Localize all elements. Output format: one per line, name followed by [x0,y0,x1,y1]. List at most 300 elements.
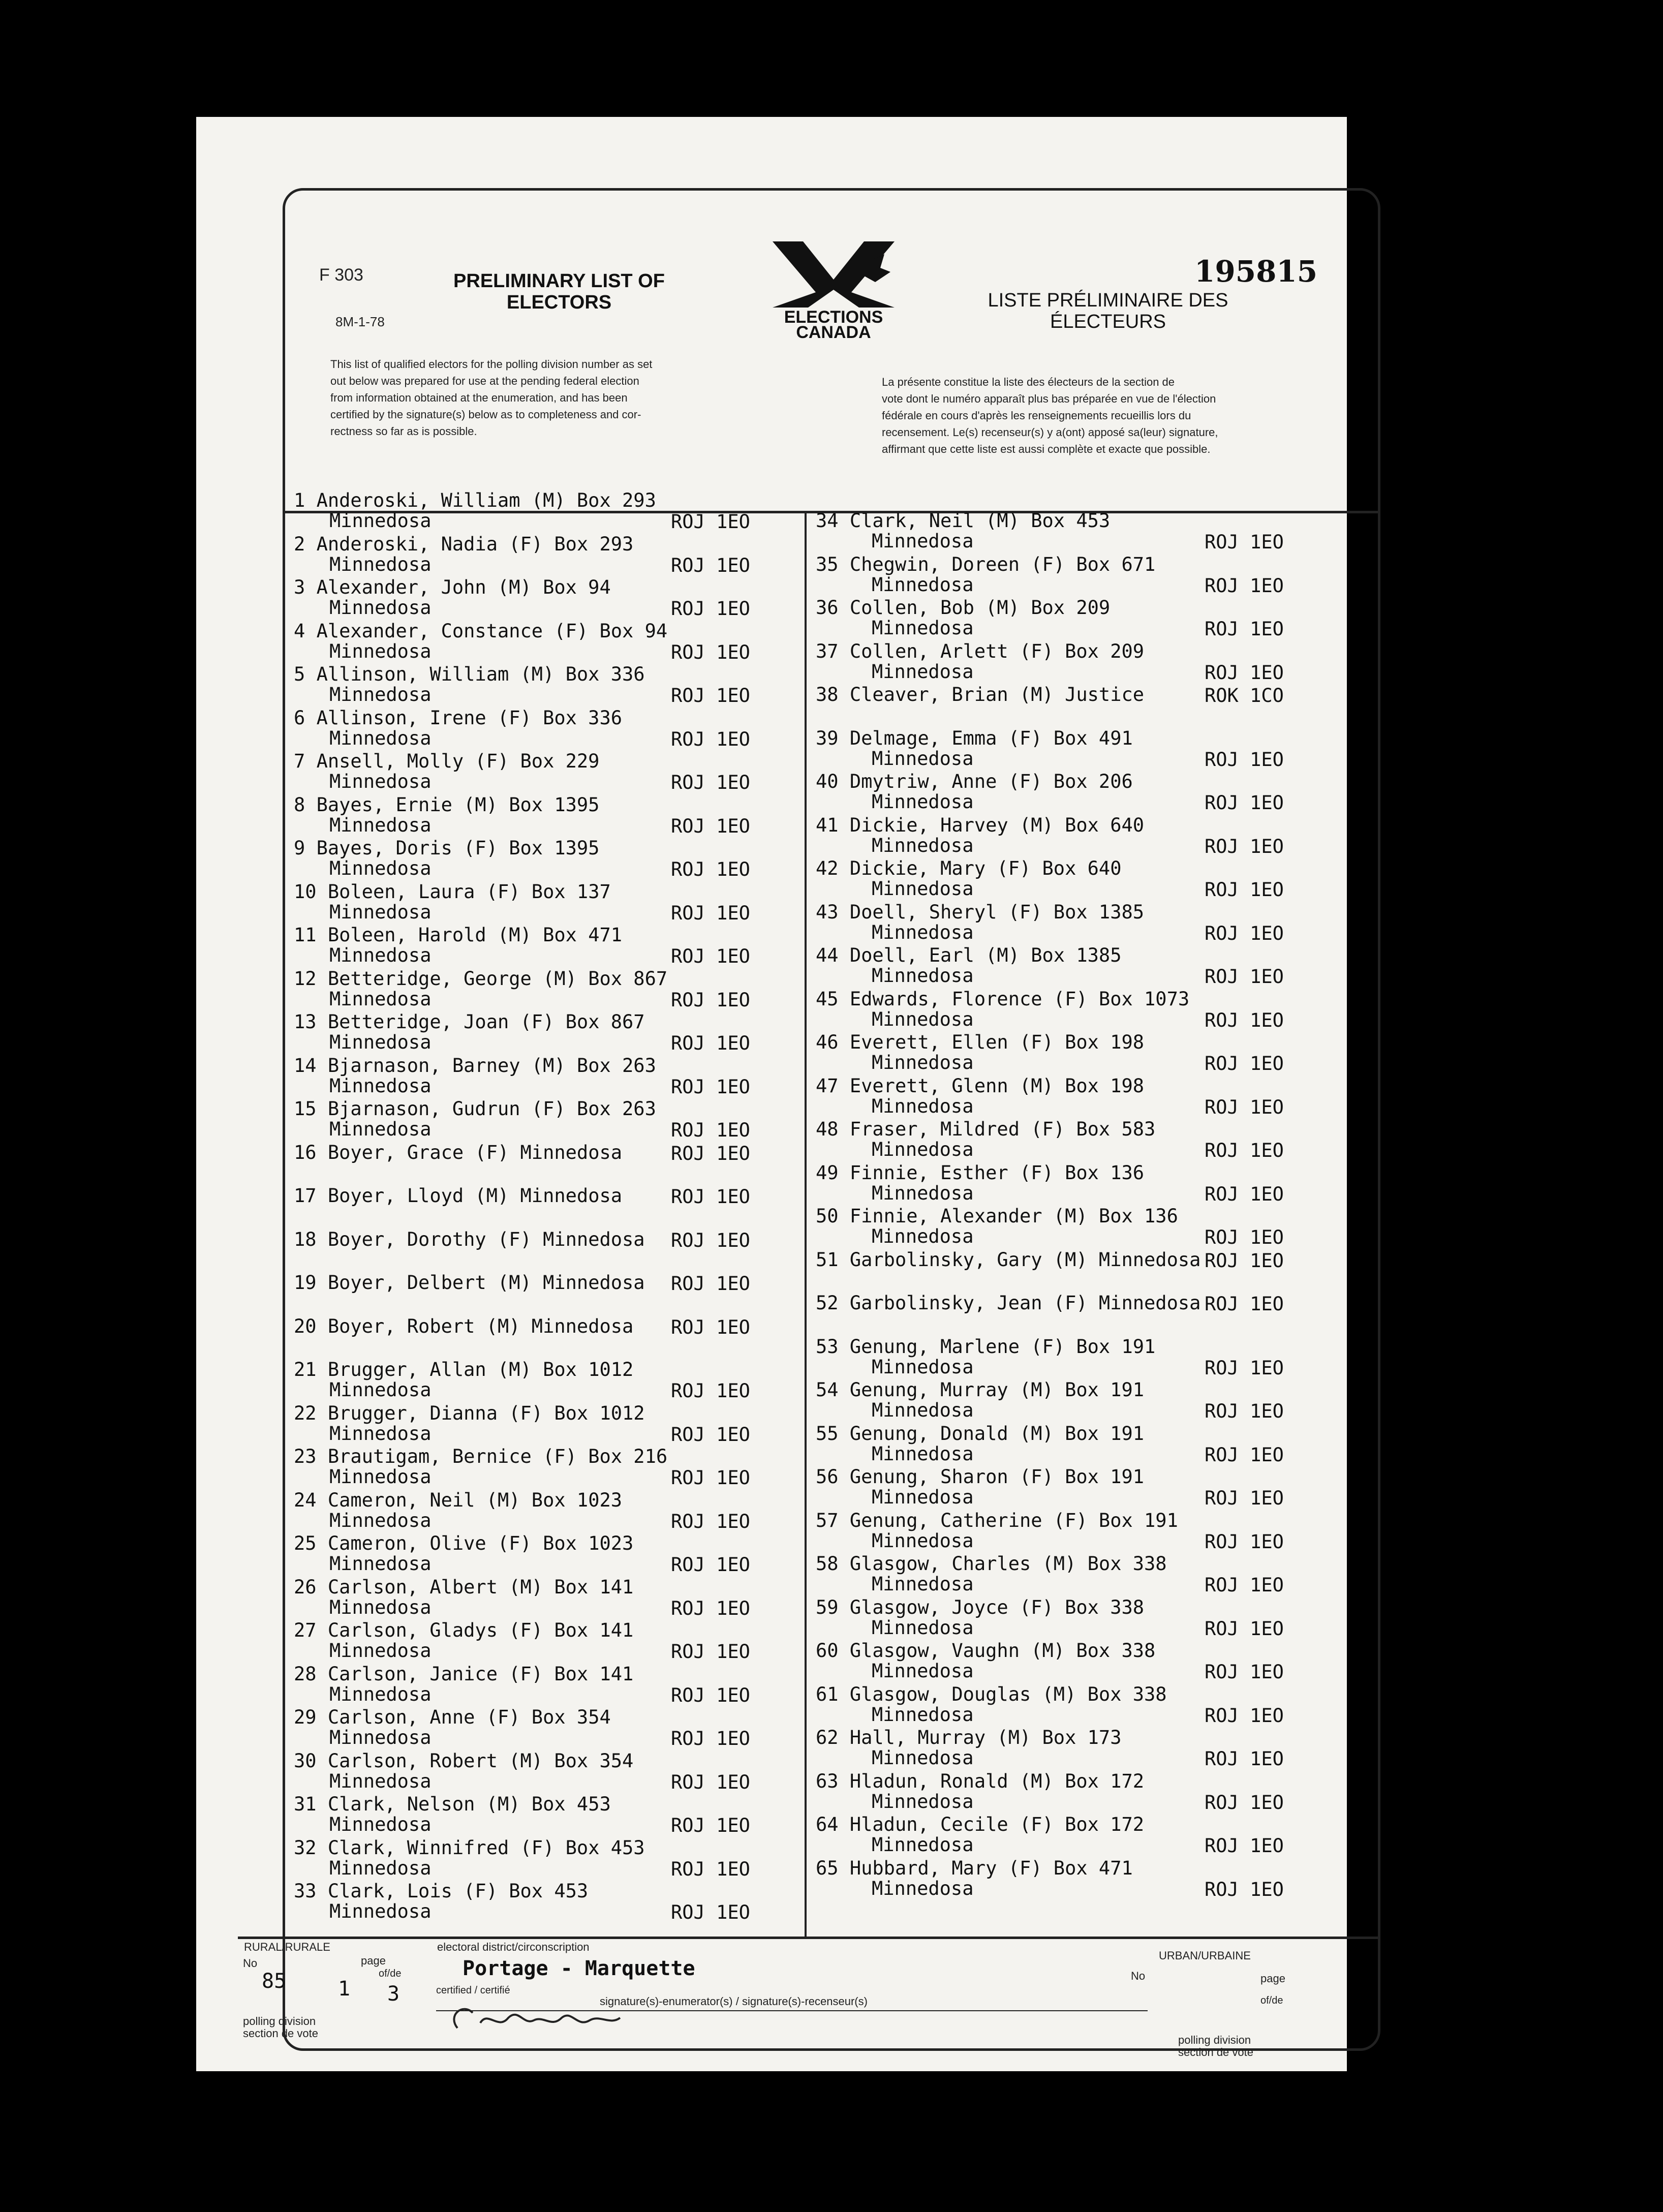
of-label-right: of/de [1260,1995,1283,2006]
elector-number: 44 [816,944,839,966]
elector-number: 19 [294,1272,317,1294]
elector-number: 27 [294,1619,317,1641]
elector-town: Minnedosa [872,1529,974,1552]
elector-name: Boyer, Delbert (M) Minnedosa [327,1272,645,1294]
elector-name: Cameron, Neil (M) Box 1023 [327,1489,623,1511]
elector-town: Minnedosa [872,1877,974,1899]
postal-code: ROJ 1EO [1205,1835,1284,1857]
elector-name: Brugger, Dianna (F) Box 1012 [327,1402,645,1424]
elector-entry [816,1248,1284,1272]
elector-name: Anderoski, Nadia (F) Box 293 [316,533,634,555]
elector-entry [294,620,750,663]
elector-name: Garbolinsky, Gary (M) Minnedosa [849,1248,1201,1271]
signature-label: signature(s)-enumerator(s) / signature(s)-recenseur(s) [600,1995,868,2008]
elector-name: Fraser, Mildred (F) Box 583 [849,1118,1156,1140]
elector-entry [816,1031,1284,1074]
elector-town: Minnedosa [872,791,974,813]
elector-name: Hladun, Ronald (M) Box 172 [849,1770,1145,1792]
elector-entry [816,1466,1284,1509]
postal-code: ROJ 1EO [1205,1400,1284,1422]
elector-number: 23 [294,1446,317,1467]
postal-code: ROJ 1EO [671,989,750,1011]
elector-number: 60 [816,1640,839,1662]
elector-entry [816,771,1284,814]
electoral-district: Portage - Marquette [463,1957,695,1980]
elector-name: Boyer, Dorothy (F) Minnedosa [327,1228,645,1250]
elector-town: Minnedosa [329,1596,432,1618]
elector-name: Everett, Ellen (F) Box 198 [849,1031,1145,1053]
elector-entry [816,1640,1284,1683]
postal-code: ROJ 1EO [671,1858,750,1880]
page-total: 3 [387,1982,400,2006]
elector-number: 17 [294,1185,317,1207]
postal-code: ROJ 1EO [1205,1226,1284,1248]
postal-code: ROJ 1EO [1205,531,1284,553]
elector-entry [816,553,1284,597]
postal-code: ROJ 1EO [671,728,750,750]
elector-name: Alexander, Constance (F) Box 94 [316,620,668,642]
logo-text-line1: ELECTIONS [784,308,883,327]
title-french: LISTE PRÉLIMINAIRE DES ÉLECTEURS [988,290,1228,332]
postal-code: ROJ 1EO [671,858,750,880]
elector-town: Minnedosa [872,1052,974,1073]
elector-number: 20 [294,1315,317,1337]
postal-code: ROJ 1EO [671,1554,750,1576]
elector-number: 11 [294,924,317,946]
elector-number: 58 [816,1553,839,1575]
elector-name: Chegwin, Doreen (F) Box 671 [849,553,1156,575]
postal-code: ROJ 1EO [1205,1530,1284,1553]
elector-number: 8 [294,793,305,816]
elector-number: 12 [294,967,317,990]
elector-town: Minnedosa [872,834,974,856]
elector-entry [294,1054,750,1098]
elector-name: Bayes, Ernie (M) Box 1395 [316,793,600,816]
elector-entry [816,1118,1284,1161]
elector-name: Garbolinsky, Jean (F) Minnedosa [849,1292,1201,1314]
postal-code: ROJ 1EO [1205,1661,1284,1683]
elector-town: Minnedosa [329,1031,432,1053]
elector-town: Minnedosa [329,1379,432,1401]
elector-town: Minnedosa [872,965,974,987]
postal-code: ROJ 1EO [1205,618,1284,640]
elector-name: Dickie, Harvey (M) Box 640 [849,814,1145,836]
elector-name: Hall, Murray (M) Box 173 [849,1727,1122,1748]
elector-entry [294,1663,750,1706]
elector-entry [816,1553,1284,1596]
footer-divider [238,1937,1380,1939]
elector-number: 6 [294,706,305,729]
elector-name: Brautigam, Bernice (F) Box 216 [327,1446,668,1467]
elector-entry [816,1727,1284,1770]
postal-code: ROJ 1EO [671,598,750,620]
elector-name: Boleen, Laura (F) Box 137 [327,880,611,903]
elector-name: Doell, Earl (M) Box 1385 [849,944,1122,966]
postal-code: ROJ 1EO [1205,879,1284,901]
elector-number: 51 [816,1248,839,1271]
elector-entry [294,1532,750,1576]
elector-entry [816,1596,1284,1640]
elector-entry [816,1770,1284,1814]
postal-code: ROJ 1EO [671,1229,750,1251]
elections-canada-logo [757,236,910,343]
elector-entry [294,1576,750,1619]
elector-town: Minnedosa [872,921,974,943]
elector-entry [816,597,1284,640]
postal-code: ROJ 1EO [1205,661,1284,684]
elector-entry [816,1335,1284,1379]
postal-code: ROJ 1EO [671,1380,750,1402]
enumerator-signature [442,2000,635,2041]
elector-name: Clark, Lois (F) Box 453 [327,1880,589,1902]
elector-name: Clark, Winnifred (F) Box 453 [327,1836,645,1859]
elector-number: 5 [294,663,305,685]
elector-town: Minnedosa [329,1466,432,1488]
elector-number: 29 [294,1706,317,1728]
elector-entry [294,1185,750,1208]
elector-entry [294,880,750,924]
elector-town: Minnedosa [329,1900,432,1922]
postal-code: ROJ 1EO [671,1728,750,1749]
postal-code: ROJ 1EO [1205,1096,1284,1118]
postal-code: ROJ 1EO [671,1684,750,1706]
elector-entry [816,727,1284,771]
elector-name: Carlson, Janice (F) Box 141 [327,1663,634,1685]
elector-entry [816,1292,1284,1315]
urban-label: URBAN/URBAINE [1159,1949,1251,1962]
postal-code: ROJ 1EO [1205,1704,1284,1727]
postal-code: ROJ 1EO [671,685,750,706]
elector-number: 7 [294,750,305,772]
elector-name: Dmytriw, Anne (F) Box 206 [849,771,1133,792]
elector-number: 61 [816,1683,839,1705]
elector-town: Minnedosa [329,901,432,923]
elector-name: Glasgow, Vaughn (M) Box 338 [849,1640,1156,1662]
elector-number: 59 [816,1596,839,1618]
elector-entry [294,1141,750,1164]
postal-code: ROJ 1EO [671,1901,750,1923]
postal-code: ROJ 1EO [671,1119,750,1141]
elector-name: Bayes, Doris (F) Box 1395 [316,837,600,859]
elector-town: Minnedosa [872,530,974,552]
postal-code: ROJ 1EO [1205,1249,1284,1272]
elector-entry [294,793,750,837]
form-code: F 303 [319,265,363,285]
postal-code: ROJ 1EO [1205,1617,1284,1640]
elector-town: Minnedosa [329,553,432,575]
postal-code: ROJ 1EO [671,511,750,533]
elector-town: Minnedosa [872,1139,974,1160]
postal-code: ROJ 1EO [671,1273,750,1295]
elector-town: Minnedosa [872,660,974,683]
elector-town: Minnedosa [872,1573,974,1595]
elector-name: Everett, Glenn (M) Box 198 [849,1074,1145,1097]
elector-town: Minnedosa [329,771,432,792]
elector-entry [294,1402,750,1446]
elector-entry [816,1857,1284,1900]
elector-number: 24 [294,1489,317,1511]
elector-number: 54 [816,1379,839,1401]
elector-town: Minnedosa [329,988,432,1010]
elector-town: Minnedosa [872,1095,974,1117]
elector-entry [294,663,750,706]
postal-code: ROJ 1EO [671,945,750,967]
elector-name: Bjarnason, Gudrun (F) Box 263 [327,1098,656,1120]
elector-name: Betteridge, Joan (F) Box 867 [327,1011,645,1033]
elector-town: Minnedosa [329,944,432,966]
postal-code: ROJ 1EO [1205,966,1284,988]
elector-entry [816,944,1284,988]
elector-name: Carlson, Gladys (F) Box 141 [327,1619,634,1641]
postal-code: ROJ 1EO [671,815,750,837]
elector-number: 34 [816,510,839,532]
elector-number: 65 [816,1857,839,1879]
elector-entry [294,1315,750,1338]
postal-code: ROJ 1EO [1205,922,1284,944]
elector-town: Minnedosa [872,1790,974,1812]
elector-number: 45 [816,988,839,1010]
form-date: 8M-1-78 [335,314,385,329]
postal-code: ROJ 1EO [1205,1053,1284,1074]
postal-code: ROJ 1EO [671,1316,750,1338]
elector-name: Finnie, Esther (F) Box 136 [849,1161,1145,1184]
elector-name: Allinson, Irene (F) Box 336 [316,706,623,729]
elector-name: Cameron, Olive (F) Box 1023 [327,1532,634,1554]
elector-name: Carlson, Anne (F) Box 354 [327,1706,611,1728]
title-english: PRELIMINARY LIST OF ELECTORS [453,270,665,313]
elector-town: Minnedosa [872,1747,974,1769]
elector-name: Ansell, Molly (F) Box 229 [316,750,600,772]
postal-code: ROJ 1EO [671,1815,750,1836]
elector-name: Edwards, Florence (F) Box 1073 [849,988,1190,1010]
elector-entry [816,857,1284,901]
elector-number: 16 [294,1141,317,1163]
elector-number: 2 [294,533,305,555]
elector-name: Collen, Arlett (F) Box 209 [849,640,1145,662]
elector-number: 26 [294,1576,317,1598]
elector-town: Minnedosa [329,1857,432,1879]
elector-entry [816,1161,1284,1205]
postal-code: ROJ 1EO [1205,1009,1284,1031]
elector-number: 48 [816,1118,839,1140]
elector-entry [294,1793,750,1836]
elector-entry [294,1272,750,1295]
certified-label: certified / certifié [436,1985,510,1996]
elector-name: Boyer, Grace (F) Minnedosa [327,1141,623,1163]
elector-number: 9 [294,837,305,859]
elector-entry [816,814,1284,857]
elector-number: 35 [816,553,839,575]
elector-entry [816,1814,1284,1857]
elector-town: Minnedosa [329,1553,432,1575]
elector-number: 33 [294,1880,317,1902]
serial-number: 195815 [1194,254,1318,289]
postal-code: ROJ 1EO [1205,1140,1284,1161]
elector-number: 22 [294,1402,317,1424]
elector-entry [294,706,750,750]
elector-town: Minnedosa [872,1660,974,1682]
elector-number: 41 [816,814,839,836]
postal-code: ROJ 1EO [1205,1357,1284,1379]
elector-number: 39 [816,727,839,749]
elector-name: Hubbard, Mary (F) Box 471 [849,1857,1133,1879]
elector-town: Minnedosa [329,684,432,705]
elector-town: Minnedosa [872,617,974,639]
elector-town: Minnedosa [329,1118,432,1140]
elector-number: 32 [294,1836,317,1859]
elector-name: Genung, Marlene (F) Box 191 [849,1335,1156,1358]
page-number: 1 [338,1977,351,2001]
postal-code: ROJ 1EO [1205,748,1284,771]
elector-town: Minnedosa [329,510,432,532]
elector-number: 40 [816,771,839,792]
elector-town: Minnedosa [872,1356,974,1378]
elector-town: Minnedosa [329,597,432,619]
elector-number: 46 [816,1031,839,1053]
elector-number: 31 [294,1793,317,1815]
elector-entry [294,1446,750,1489]
intro-french: La présente constitue la liste des électeurs de la section de vote dont le numéro apparaît plus bas préparée en vue de l'élection fédérale en cours d'après les renseignements recueillis lors du recensement. Le(s) recenseur(s) y a(ont) apposé sa(leur) signature, affirmant que cette liste est aussi complète et exacte que possible. [882,376,1218,455]
elector-town: Minnedosa [872,1486,974,1508]
elector-number: 50 [816,1205,839,1227]
elector-number: 62 [816,1727,839,1748]
elector-number: 42 [816,857,839,879]
elector-number: 47 [816,1074,839,1097]
postal-code: ROJ 1EO [1205,1293,1284,1315]
elector-town: Minnedosa [329,1814,432,1835]
elector-name: Bjarnason, Barney (M) Box 263 [327,1054,656,1077]
elector-number: 36 [816,597,839,619]
elector-entry [294,1228,750,1251]
elector-town: Minnedosa [872,573,974,596]
elector-entry [816,1074,1284,1118]
elector-name: Boyer, Lloyd (M) Minnedosa [327,1185,623,1207]
elector-name: Cleaver, Brian (M) Justice [849,684,1145,705]
elector-name: Doell, Sheryl (F) Box 1385 [849,901,1145,923]
elector-name: Boyer, Robert (M) Minnedosa [327,1315,634,1337]
elector-number: 14 [294,1054,317,1077]
elector-number: 25 [294,1532,317,1554]
postal-code: ROK 1CO [1205,685,1284,706]
elector-town: Minnedosa [329,1509,432,1531]
postal-code: ROJ 1EO [671,1467,750,1489]
elector-number: 63 [816,1770,839,1792]
postal-code: ROJ 1EO [671,1510,750,1532]
elector-town: Minnedosa [872,1442,974,1465]
elector-town: Minnedosa [872,1182,974,1204]
postal-code: ROJ 1EO [1205,1487,1284,1509]
postal-code: ROJ 1EO [1205,1748,1284,1770]
elector-name: Glasgow, Joyce (F) Box 338 [849,1596,1145,1618]
elector-entry [294,924,750,967]
elector-name: Finnie, Alexander (M) Box 136 [849,1205,1178,1227]
elector-number: 52 [816,1292,839,1314]
postal-code: ROJ 1EO [1205,1878,1284,1900]
elector-town: Minnedosa [872,1703,974,1726]
elector-town: Minnedosa [329,1640,432,1662]
elector-name: Clark, Neil (M) Box 453 [849,510,1111,532]
elector-town: Minnedosa [329,1727,432,1748]
elector-entry [294,837,750,880]
elector-number: 1 [294,489,305,511]
elector-name: Genung, Catherine (F) Box 191 [849,1509,1178,1531]
elector-entry [816,684,1284,706]
elector-number: 55 [816,1422,839,1445]
postal-code: ROJ 1EO [671,1186,750,1208]
elector-entry [294,489,750,533]
elector-name: Clark, Nelson (M) Box 453 [327,1793,611,1815]
postal-code: ROJ 1EO [671,1076,750,1098]
elector-entry [294,1011,750,1054]
elector-name: Genung, Donald (M) Box 191 [849,1422,1145,1445]
elector-entry [816,1683,1284,1727]
elector-number: 28 [294,1663,317,1685]
logo-text-line2: CANADA [796,323,871,342]
elector-entry [294,750,750,793]
elector-town: Minnedosa [872,747,974,770]
elector-town: Minnedosa [329,1074,432,1097]
elector-town: Minnedosa [329,1422,432,1445]
elector-entry [294,967,750,1011]
elector-name: Betteridge, George (M) Box 867 [327,967,668,990]
elector-number: 37 [816,640,839,662]
elector-entry [816,1379,1284,1422]
elector-name: Carlson, Albert (M) Box 141 [327,1576,634,1598]
elector-town: Minnedosa [329,857,432,879]
elector-entry [816,510,1284,553]
elector-entry [294,1706,750,1749]
elector-entry [294,1880,750,1923]
elector-number: 38 [816,684,839,705]
elector-number: 13 [294,1011,317,1033]
elector-number: 53 [816,1335,839,1358]
no-label-right: No [1131,1970,1146,1982]
postal-code: ROJ 1EO [1205,835,1284,857]
elector-entry [816,1422,1284,1466]
elector-name: Alexander, John (M) Box 94 [316,576,611,598]
elector-entry [816,1509,1284,1553]
elector-number: 43 [816,901,839,923]
postal-code: ROJ 1EO [671,1142,750,1164]
elector-number: 21 [294,1359,317,1380]
postal-code: ROJ 1EO [671,641,750,663]
elector-name: Glasgow, Charles (M) Box 338 [849,1553,1167,1575]
elector-name: Brugger, Allan (M) Box 1012 [327,1359,634,1380]
postal-code: ROJ 1EO [671,902,750,924]
elector-town: Minnedosa [872,1834,974,1856]
elector-number: 64 [816,1814,839,1835]
elector-entry [294,1619,750,1663]
postal-code: ROJ 1EO [671,1641,750,1663]
postal-code: ROJ 1EO [1205,574,1284,597]
elector-name: Delmage, Emma (F) Box 491 [849,727,1133,749]
elector-entry [294,1836,750,1880]
postal-code: ROJ 1EO [1205,1443,1284,1466]
polling-division-label-left: polling division section de vote [243,2015,318,2040]
polling-division-number: 85 [262,1970,287,1993]
elector-name: Genung, Murray (M) Box 191 [849,1379,1145,1401]
district-label: electoral district/circonscription [437,1941,590,1953]
elector-entry [816,901,1284,944]
elector-entry [294,1489,750,1532]
elector-town: Minnedosa [329,727,432,749]
postal-code: ROJ 1EO [671,1597,750,1619]
rural-label: RURAL/RURALE [244,1941,330,1953]
elector-name: Hladun, Cecile (F) Box 172 [849,1814,1145,1835]
elector-town: Minnedosa [872,878,974,900]
elector-name: Collen, Bob (M) Box 209 [849,597,1111,619]
elector-entry [294,1098,750,1141]
